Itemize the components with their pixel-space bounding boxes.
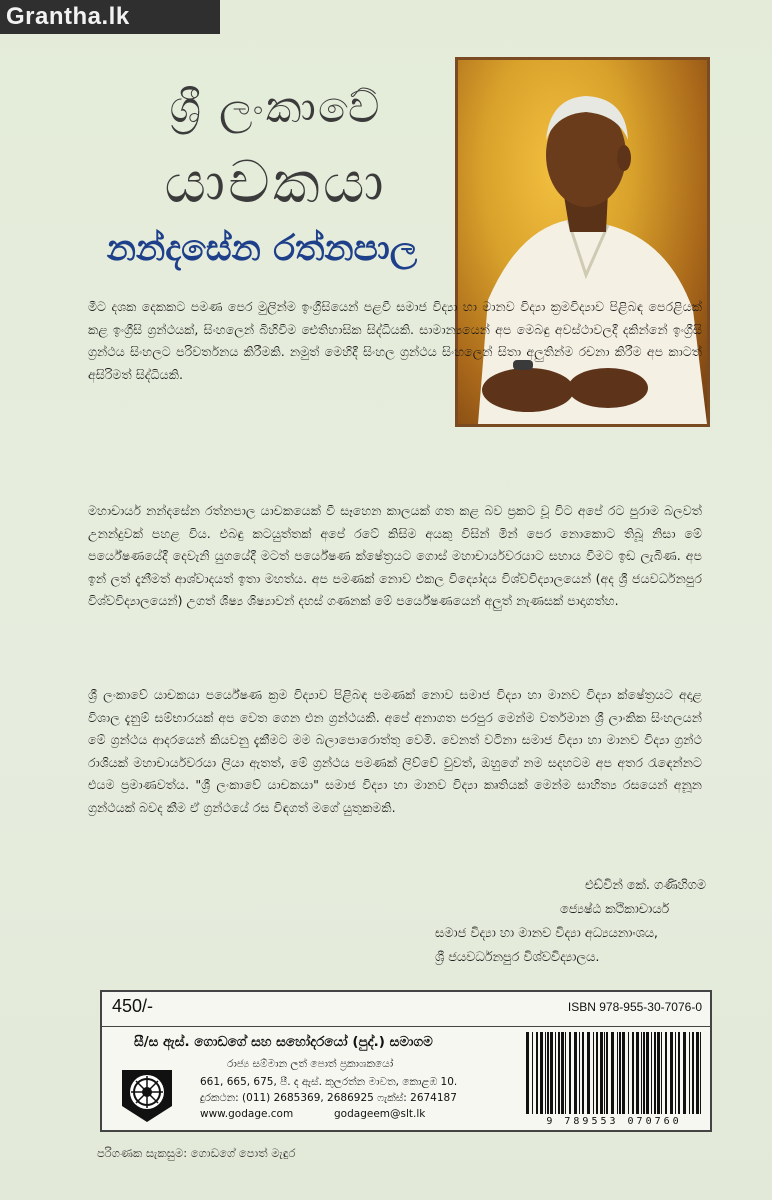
divider <box>102 1026 710 1027</box>
publisher-website: www.godage.com <box>200 1108 294 1120</box>
publisher-name: සී/ස ඇස්. ගොඩගේ සහ සහෝදරයෝ (පුද්.) සමාගම <box>134 1034 433 1050</box>
publisher-box <box>100 990 712 1132</box>
publisher-phone: දුරකථන: (011) 2685369, 2686925 ෆැක්ස්: 2674187 <box>200 1092 457 1104</box>
blurb-text-1: මීට දශක දෙකකට පමණ පෙර මුලින්ම ඉංග්‍රීසියෙන් පළවී සමාජ විද්‍යා හා මානව විද්‍යා ක්‍රමවිද්‍යාව පිළිබඳ පෙරළියක් කළ ඉංග්‍රීසි ග්‍රන්ථයක්, සිංහලෙන් බිහිවීම ඓතිහාසික සිද්ධියකි. සාමාන්‍යයෙන් අප මෙබඳු අවස්ථාවලදී දකින්නේ ඉංග්‍රීසි ග්‍රන්ථය සිංහලට පරිවර්තනය කිරීමකි. නමුත් මෙහිදී සිංහල ග්‍රන්ථය සිංහලෙන් සිතා අලුතින්ම රචනා කිරීම අප කාටත් අසිරිමත් සිද්ධියකි. <box>88 299 702 382</box>
signatory-role: ජ්‍යෙෂ්ඨ කථිකාචාර්ය <box>560 902 670 917</box>
publisher-subtitle: රාජ්‍ය සම්මාන ලත් පොත් ප්‍රකාශකයෝ <box>227 1058 394 1070</box>
isbn: ISBN 978-955-30-7076-0 <box>567 1000 702 1014</box>
price: 450/- <box>112 996 154 1016</box>
blurb-paragraph-1 <box>88 296 702 386</box>
publisher-address: 661, 665, 675, පී. ද ඇස්. කුලරත්න මාවත, කොළඹ 10. <box>200 1076 458 1088</box>
signatory-dept: සමාජ විද්‍යා හා මානව විද්‍යා අධ්‍යයනාංශය, <box>435 926 659 941</box>
blurb-paragraph-3: ශ්‍රී ලංකාවේ යාචකයා පර්යේෂණ ක්‍රම විද්‍යාව පිළිබඳ පමණක් නොව සමාජ විද්‍යා හා මානව විද්‍යා ක්ෂේත්‍රයට අදාළ විශාල දැනුම් සම්භාරයක් අප වෙත ගෙන එන ග්‍රන්ථයකි. අපේ අනාගත පරපුර මෙන්ම වර්තමාන ශ්‍රී ලාංකික සිංහලයන් මේ ග්‍රන්ථය ආදරයෙන් කියවනු දැකීමට මම බලාපොරොත්තු වෙමි. වෙනත් වටිනා සමාජ විද්‍යා හා මානව විද්‍යා ග්‍රන්ථ රාශියක් මහාචාර්යවරයා ලියා ඇතත්, මේ ග්‍රන්ථය පමණක් ලිව්වේ වුවත්, ඔහුගේ නම සදහටම අප අතර රැඳෙන්නට එයම ප්‍රමාණවත්ය. "ශ්‍රී ලංකාවේ යාචකයා" සමාජ විද්‍යා හා මානව විද්‍යා කෘතියක් මෙන්ම සාහිත්‍ය රසයෙන් අනූන ග්‍රන්ථයක් බවද කීම ඒ ග්‍රන්ථයේ රස විඳගත් මගේ යුතුකමකි. <box>88 687 702 815</box>
watermark: Grantha.lk <box>0 0 220 34</box>
publisher-email: godageem@slt.lk <box>334 1108 426 1120</box>
book-title-line1: ශ්‍රී ලංකාවේ <box>169 82 382 133</box>
publisher-logo-icon <box>118 1066 176 1124</box>
signatory-name: එඩ්වින් කේ. ගණිහිගම <box>585 878 706 893</box>
author-name: නන්දසේන රත්නපාල <box>106 228 418 269</box>
typesetting-credit: පරිගණක සැකසුම: ගොඩගේ පොත් මැඳුර <box>97 1146 296 1160</box>
blurb-paragraph-2: මහාචාර්ය නන්දසේන රත්නපාල යාචකයෙක් වී සෑහෙන කාලයක් ගත කළ බව ප්‍රකට වූ විට අපේ රට පුරාම බලවත් උනන්දුවක් පහළ විය. එබඳු කටයුත්තක් අපේ රටේ කිසිම අයකු විසින් මින් පෙර නොකොට තිබූ නිසා මේ පර්යේෂණයේදී දෙවැනි යුගයේදී මටත් පර්යේෂණ ක්ෂේත්‍රයට ගොස් මහාචාර්යවරයාට සහාය වීමට ඉඩ ලැබිණ. අප ඉන් ලත් දැනීමත් ආශ්වාදයත් ඉතා මහත්ය. අප පමණක් නොව එකල විද්‍යෝදය විශ්වවිද්‍යාලයෙන් (අද ශ්‍රී ජයවර්ධනපුර විශ්වවිද්‍යාලයෙන්) උගත් ශිෂ්‍ය ශිෂ්‍යාවන් දහස් ගණනක් මේ පර්යේෂණයෙන් අලුත් නැණසක් පාදාගත්හ. <box>88 503 702 609</box>
signature-block <box>435 874 706 970</box>
signatory-university: ශ්‍රී ජයවර්ධනපුර විශ්වවිද්‍යාලය. <box>435 950 600 965</box>
book-title-line2: යාචකයා <box>164 148 387 216</box>
barcode-number: 9 789553 070760 <box>546 1116 682 1127</box>
barcode-icon <box>522 1030 706 1116</box>
